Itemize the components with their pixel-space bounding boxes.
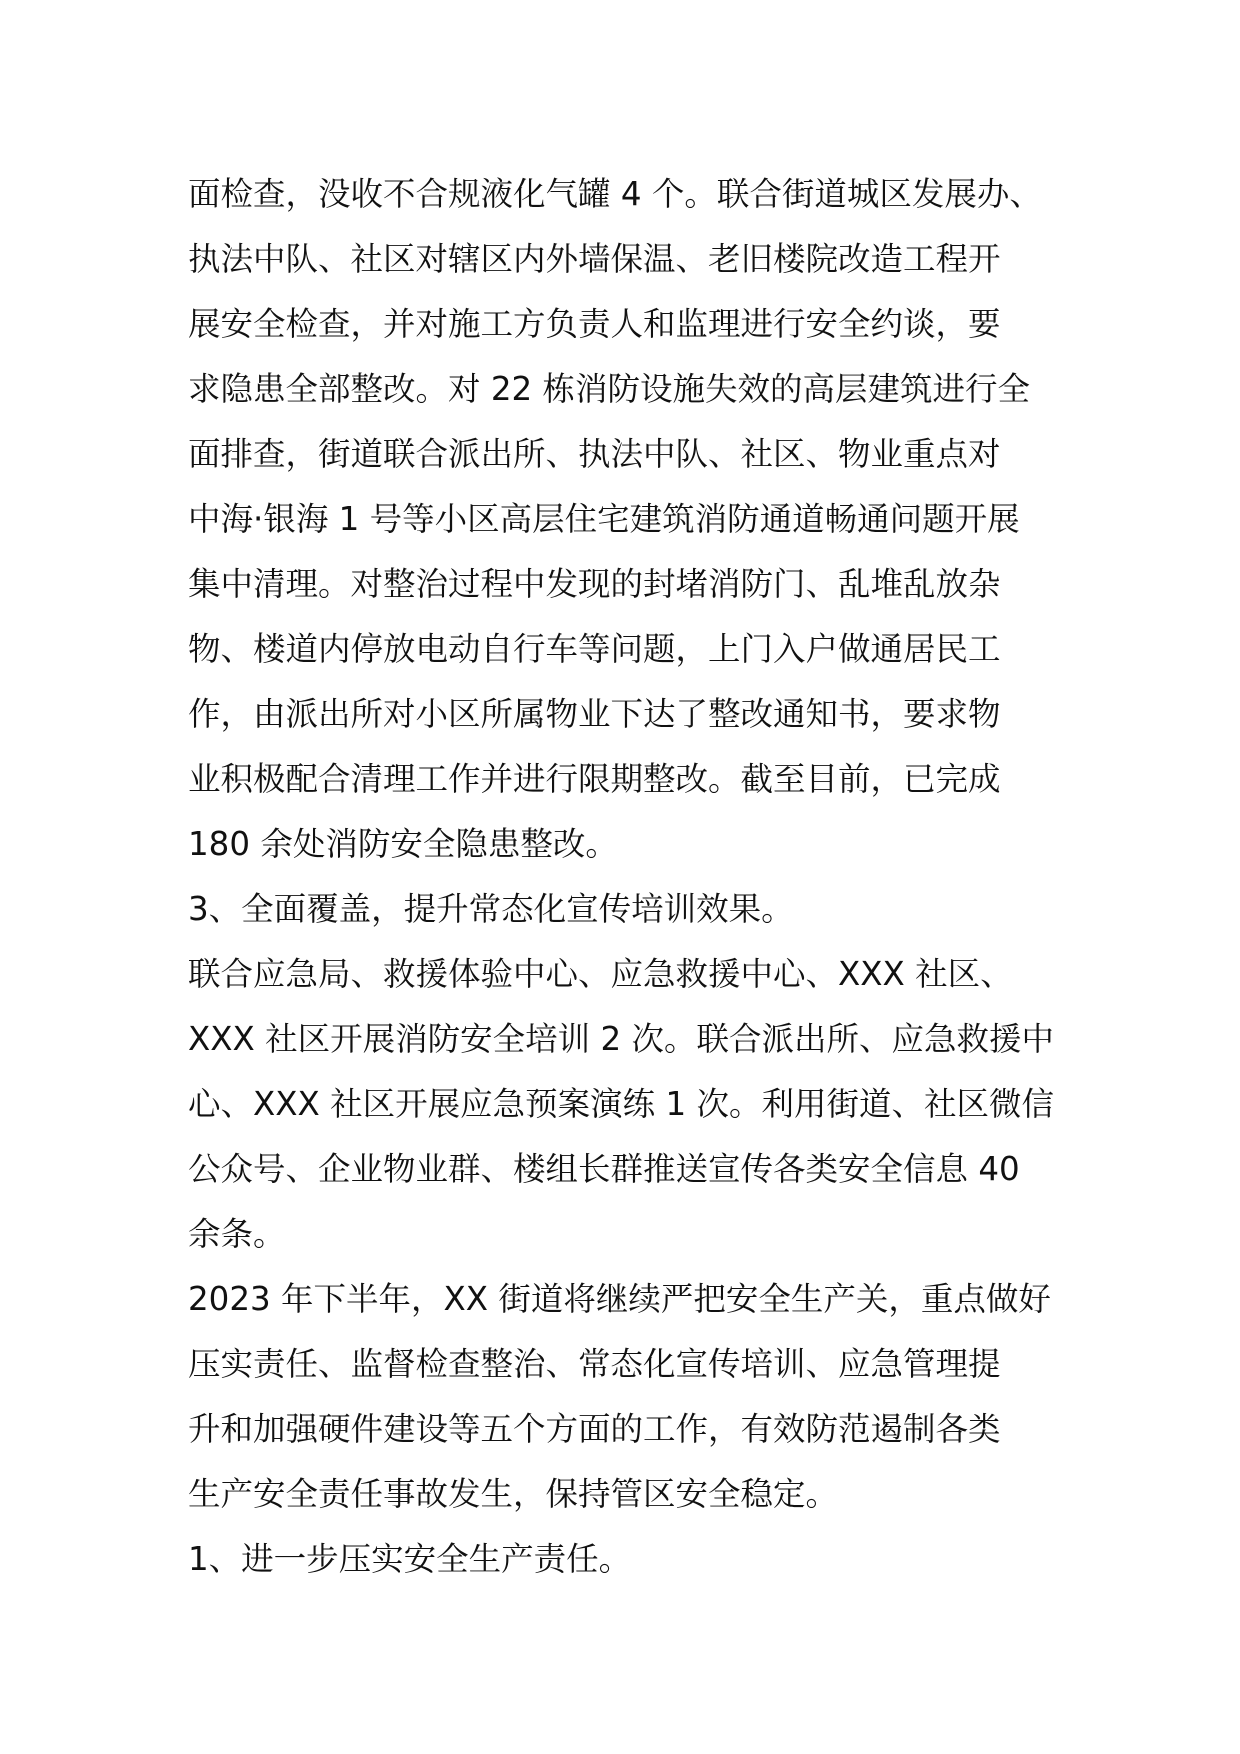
text-line: 公众号、企业物业群、楼组长群推送宣传各类安全信息 40 [188, 1150, 1020, 1188]
text-line: 2023 年下半年，XX 街道将继续严把安全生产关，重点做好 [188, 1280, 1051, 1318]
text-line: 求隐患全部整改。对 22 栋消防设施失效的高层建筑进行全 [188, 370, 1031, 408]
text-line: 作，由派出所对小区所属物业下达了整改通知书，要求物 [188, 695, 1001, 733]
text-line: 物、楼道内停放电动自行车等问题，上门入户做通居民工 [188, 630, 1001, 668]
text-line: 180 余处消防安全隐患整改。 [188, 825, 618, 863]
text-line: 展安全检查，并对施工方负责人和监理进行安全约谈，要 [188, 305, 1001, 343]
text-line: 面排查，街道联合派出所、执法中队、社区、物业重点对 [188, 435, 1001, 473]
text-line: 心、XXX 社区开展应急预案演练 1 次。利用街道、社区微信 [188, 1085, 1054, 1123]
text-line: 中海·银海 1 号等小区高层住宅建筑消防通道畅通问题开展 [188, 500, 1020, 538]
section-heading: 1、进一步压实安全生产责任。 [188, 1540, 632, 1578]
text-line: 升和加强硬件建设等五个方面的工作，有效防范遏制各类 [188, 1410, 1001, 1448]
text-line: XXX 社区开展消防安全培训 2 次。联合派出所、应急救援中 [188, 1020, 1054, 1058]
document-body [188, 162, 1068, 1592]
text-line: 余条。 [188, 1215, 286, 1253]
text-line: 执法中队、社区对辖区内外墙保温、老旧楼院改造工程开 [188, 240, 1001, 278]
text-line: 业积极配合清理工作并进行限期整改。截至目前，已完成 [188, 760, 1001, 798]
text-line: 压实责任、监督检查整治、常态化宣传培训、应急管理提 [188, 1345, 1001, 1383]
text-line: 联合应急局、救援体验中心、应急救援中心、XXX 社区、 [188, 955, 1013, 993]
section-heading: 3、全面覆盖，提升常态化宣传培训效果。 [188, 890, 794, 928]
text-line: 集中清理。对整治过程中发现的封堵消防门、乱堆乱放杂 [188, 565, 1001, 603]
text-line: 生产安全责任事故发生，保持管区安全稳定。 [188, 1475, 839, 1513]
text-line: 面检查，没收不合规液化气罐 4 个。联合街道城区发展办、 [188, 175, 1042, 213]
